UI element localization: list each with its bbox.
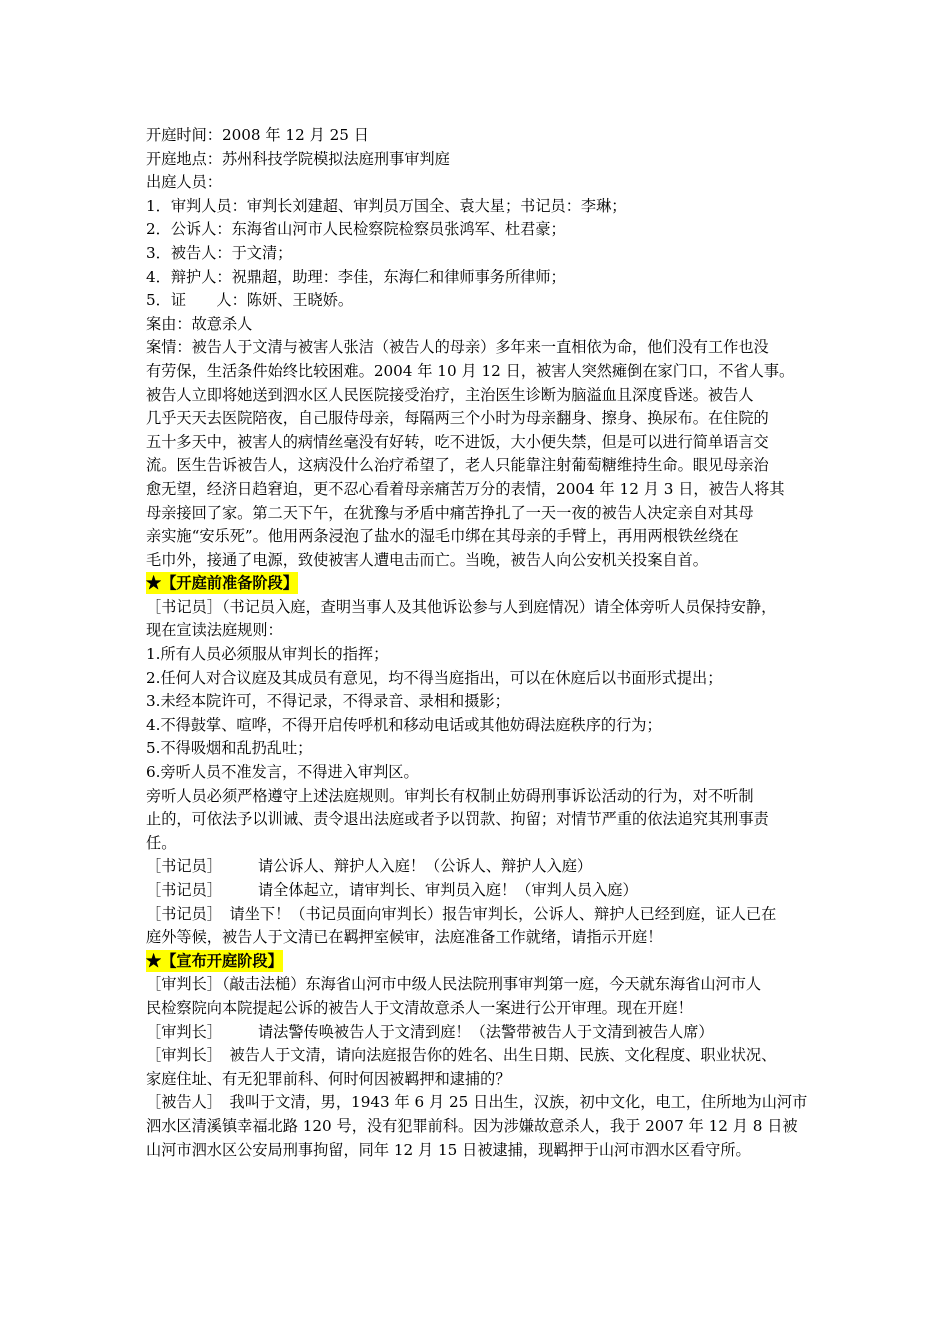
case-facts-line: 母亲接回了家。第二天下午，在犹豫与矛盾中痛苦挣扎了一天一夜的被告人决定亲自对其母: [146, 503, 754, 522]
case-facts-line: 案情：被告人于文清与被害人张洁（被告人的母亲）多年来一直相依为命，他们没有工作也没: [146, 338, 769, 357]
clerk-statement: [146, 855, 812, 879]
case-facts-line: 几乎天天去医院陪夜，自己服侍母亲，每隔两三个小时为母亲翻身、擦身、换尿布。在住院的: [146, 409, 769, 428]
clerk-intro-line: ［书记员］（书记员入庭，查明当事人及其他诉讼参与人到庭情况）请全体旁听人员保持安静，: [146, 597, 777, 616]
clerk-statement: [146, 879, 812, 903]
court-rule: 6.旁听人员不准发言，不得进入审判区。: [146, 763, 419, 782]
case-facts-line: 被告人立即将她送到泗水区人民医院接受治疗，主治医生诊断为脑溢血且深度昏迷。被告人: [146, 385, 754, 404]
clerk-statement-line: ［书记员］ 请坐下！（书记员面向审判长）报告审判长，公诉人、辩护人已经到庭，证人已在: [146, 904, 777, 923]
attendee-item: 5．证 人：陈妍、王晓娇。: [146, 291, 354, 310]
judge-statement-line: 民检察院向本院提起公诉的被告人于文清故意杀人一案进行公开审理。现在开庭！: [146, 998, 693, 1017]
rules-warning-line: 旁听人员必须严格遵守上述法庭规则。审判长有权制止妨碍刑事诉讼活动的行为，对不听制: [146, 786, 754, 805]
section-heading-wrap: [146, 950, 812, 974]
speaker-label: ［审判长］: [146, 1022, 222, 1041]
attendee-item: 1．审判人员：审判长刘建超、审判员万国全、袁大星；书记员：李琳；: [146, 196, 627, 215]
attendee-item: 4．辩护人：祝鼎超，助理：李佳，东海仁和律师事务所律师；: [146, 267, 566, 286]
case-facts-line: 五十多天中，被害人的病情丝毫没有好转，吃不进饭，大小便失禁，但是可以进行简单语言交: [146, 432, 769, 451]
rules-warning-line: 任。: [146, 833, 177, 852]
defendant-statement-line: 山河市泗水区公安局刑事拘留，同年 12 月 15 日被逮捕，现羁押于山河市泗水区看守所。: [146, 1140, 751, 1159]
judge-statement-line: ［审判长］（敲击法槌）东海省山河市中级人民法院刑事审判第一庭，今天就东海省山河市人: [146, 975, 762, 994]
section-heading-opening: ★【宣布开庭阶段】: [146, 951, 283, 970]
clerk-intro-line: 现在宣读法庭规则：: [146, 621, 283, 640]
section-heading-preparation: ★【开庭前准备阶段】: [146, 574, 298, 593]
speech-text: 请公诉人、辩护人入庭！（公诉人、辩护人入庭）: [257, 857, 593, 876]
case-facts-line: 亲实施“安乐死”。他用两条浸泡了盐水的湿毛巾绑在其母亲的手臂上，再用两根铁丝绕在: [146, 527, 739, 546]
clerk-statement-line: 庭外等候，被告人于文清已在羁押室候审，法庭准备工作就绪，请指示开庭！: [146, 928, 663, 947]
judge-statement-line: 家庭住址、有无犯罪前科、何时何因被羁押和逮捕的？: [146, 1069, 511, 1088]
case-cause: 案由：故意杀人: [146, 314, 253, 333]
document-page: [146, 124, 812, 1162]
speech-text: 请法警传唤被告人于文清到庭！（法警带被告人于文清到被告人席）: [257, 1022, 714, 1041]
case-facts: [146, 336, 812, 572]
judge-statement: [146, 1021, 812, 1045]
court-rule: 5.不得吸烟和乱扔乱吐；: [146, 739, 313, 758]
case-facts-line: 愈无望，经济日趋窘迫，更不忍心看着母亲痛苦万分的表情，2004 年 12 月 3 日，被告人将其: [146, 479, 785, 498]
attendee-item: 3．被告人：于文清；: [146, 243, 293, 262]
speech-text: 请全体起立，请审判长、审判员入庭！（审判人员入庭）: [257, 881, 638, 899]
case-facts-line: 毛巾外，接通了电源，致使被害人遭电击而亡。当晚，被告人向公安机关投案自首。: [146, 550, 708, 569]
court-rule: 2.任何人对合议庭及其成员有意见，均不得当庭指出，可以在休庭后以书面形式提出；: [146, 668, 723, 687]
attendees-title: 出庭人员：: [146, 173, 222, 192]
case-facts-line: 有劳保，生活条件始终比较困难。2004 年 10 月 12 日，被害人突然瘫倒在家门口，不省人事。: [146, 361, 795, 380]
court-rule: 4.不得鼓掌、喧哗，不得开启传呼机和移动电话或其他妨碍法庭秩序的行为；: [146, 715, 662, 734]
defendant-statement-line: 泗水区清溪镇幸福北路 120 号，没有犯罪前科。因为涉嫌故意杀人，我于 2007 年 12 月 8 日被: [146, 1116, 798, 1135]
hearing-time: 开庭时间：2008 年 12 月 25 日: [146, 126, 369, 144]
section-heading-wrap: [146, 572, 812, 596]
speaker-label: ［书记员］: [146, 881, 222, 899]
judge-statement-line: ［审判长］ 被告人于文清，请向法庭报告你的姓名、出生日期、民族、文化程度、职业状况、: [146, 1046, 777, 1065]
court-rule: 3.未经本院许可，不得记录，不得录音、录相和摄影；: [146, 692, 510, 711]
defendant-statement-line: ［被告人］ 我叫于文清，男，1943 年 6 月 25 日出生，汉族，初中文化，电工，住所地为山河市: [146, 1093, 808, 1112]
case-facts-line: 流。医生告诉被告人，这病没什么治疗希望了，老人只能靠注射葡萄糖维持生命。眼见母亲治: [146, 456, 769, 475]
attendee-item: 2．公诉人：东海省山河市人民检察院检察员张鸿军、杜君豪；: [146, 220, 566, 239]
hearing-place: 开庭地点：苏州科技学院模拟法庭刑事审判庭: [146, 149, 450, 168]
court-rule: 1.所有人员必须服从审判长的指挥；: [146, 645, 389, 664]
speaker-label: ［书记员］: [146, 857, 222, 876]
rules-warning-line: 止的，可依法予以训诫、责令退出法庭或者予以罚款、拘留；对情节严重的依法追究其刑事责: [146, 810, 769, 829]
